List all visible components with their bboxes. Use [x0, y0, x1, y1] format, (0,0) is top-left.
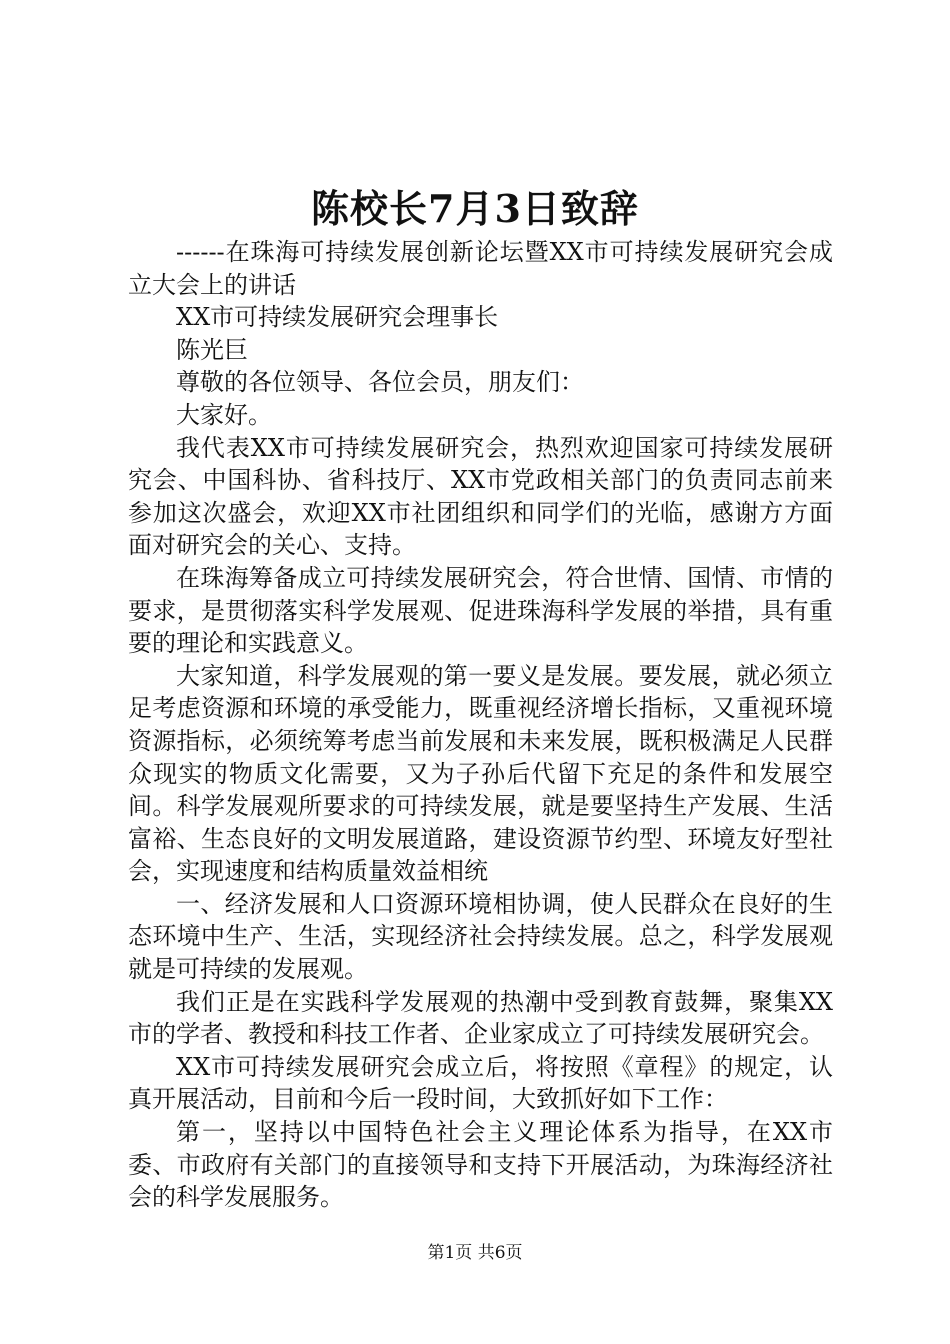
paragraph-founding: 我们正是在实践科学发展观的热潮中受到教育鼓舞，聚集XX市的学者、教授和科技工作者、企业家成立了可持续发展研究会。: [128, 987, 833, 1049]
speaker-name: 陈光巨: [176, 335, 248, 364]
speaker-position: XX市可持续发展研究会理事长: [176, 303, 499, 332]
paragraph-plan: XX市可持续发展研究会成立后，将按照《章程》的规定，认真开展活动，目前和今后一段时间，大致抓好如下工作：: [128, 1052, 833, 1114]
paragraph-welcome: 我代表XX市可持续发展研究会，热烈欢迎国家可持续发展研究会、中国科协、省科技厅、XX市党政相关部门的负责同志前来参加这次盛会，欢迎XX市社团组织和同学们的光临，感谢方方面面对研究会的关心、支持。: [128, 433, 833, 560]
speech-subtitle: ------在珠海可持续发展创新论坛暨XX市可持续发展研究会成立大会上的讲话: [128, 238, 833, 299]
salutation: 尊敬的各位领导、各位会员，朋友们：: [176, 368, 584, 397]
document-body: [128, 236, 833, 1214]
paragraph-first-task: 第一，坚持以中国特色社会主义理论体系为指导，在XX市委、市政府有关部门的直接领导和支持下开展活动，为珠海经济社会的科学发展服务。: [128, 1118, 833, 1212]
paragraph-significance: 在珠海筹备成立可持续发展研究会，符合世情、国情、市情的要求，是贯彻落实科学发展观、促进珠海科学发展的举措，具有重要的理论和实践意义。: [128, 563, 833, 658]
document-title: 陈校长7月3日致辞: [311, 186, 639, 231]
page-number: 第1页 共6页: [427, 1243, 523, 1263]
greeting: 大家好。: [176, 400, 272, 429]
paragraph-coordination: 一、经济发展和人口资源环境相协调，使人民群众在良好的生态环境中生产、生活，实现经济社会持续发展。总之，科学发展观就是可持续的发展观。: [128, 889, 833, 984]
paragraph-development: 大家知道，科学发展观的第一要义是发展。要发展，就必须立足考虑资源和环境的承受能力，既重视经济增长指标，又重视环境资源指标，必须统筹考虑当前发展和未来发展，既积极满足人民群众现实的物质文化需要，又为子孙后代留下充足的条件和发展空间。科学发展观所要求的可持续发展，就是要坚持生产发展、生活富裕、生态良好的文明发展道路，建设资源节约型、环境友好型社会，实现速度和结构质量效益相统: [128, 661, 833, 886]
